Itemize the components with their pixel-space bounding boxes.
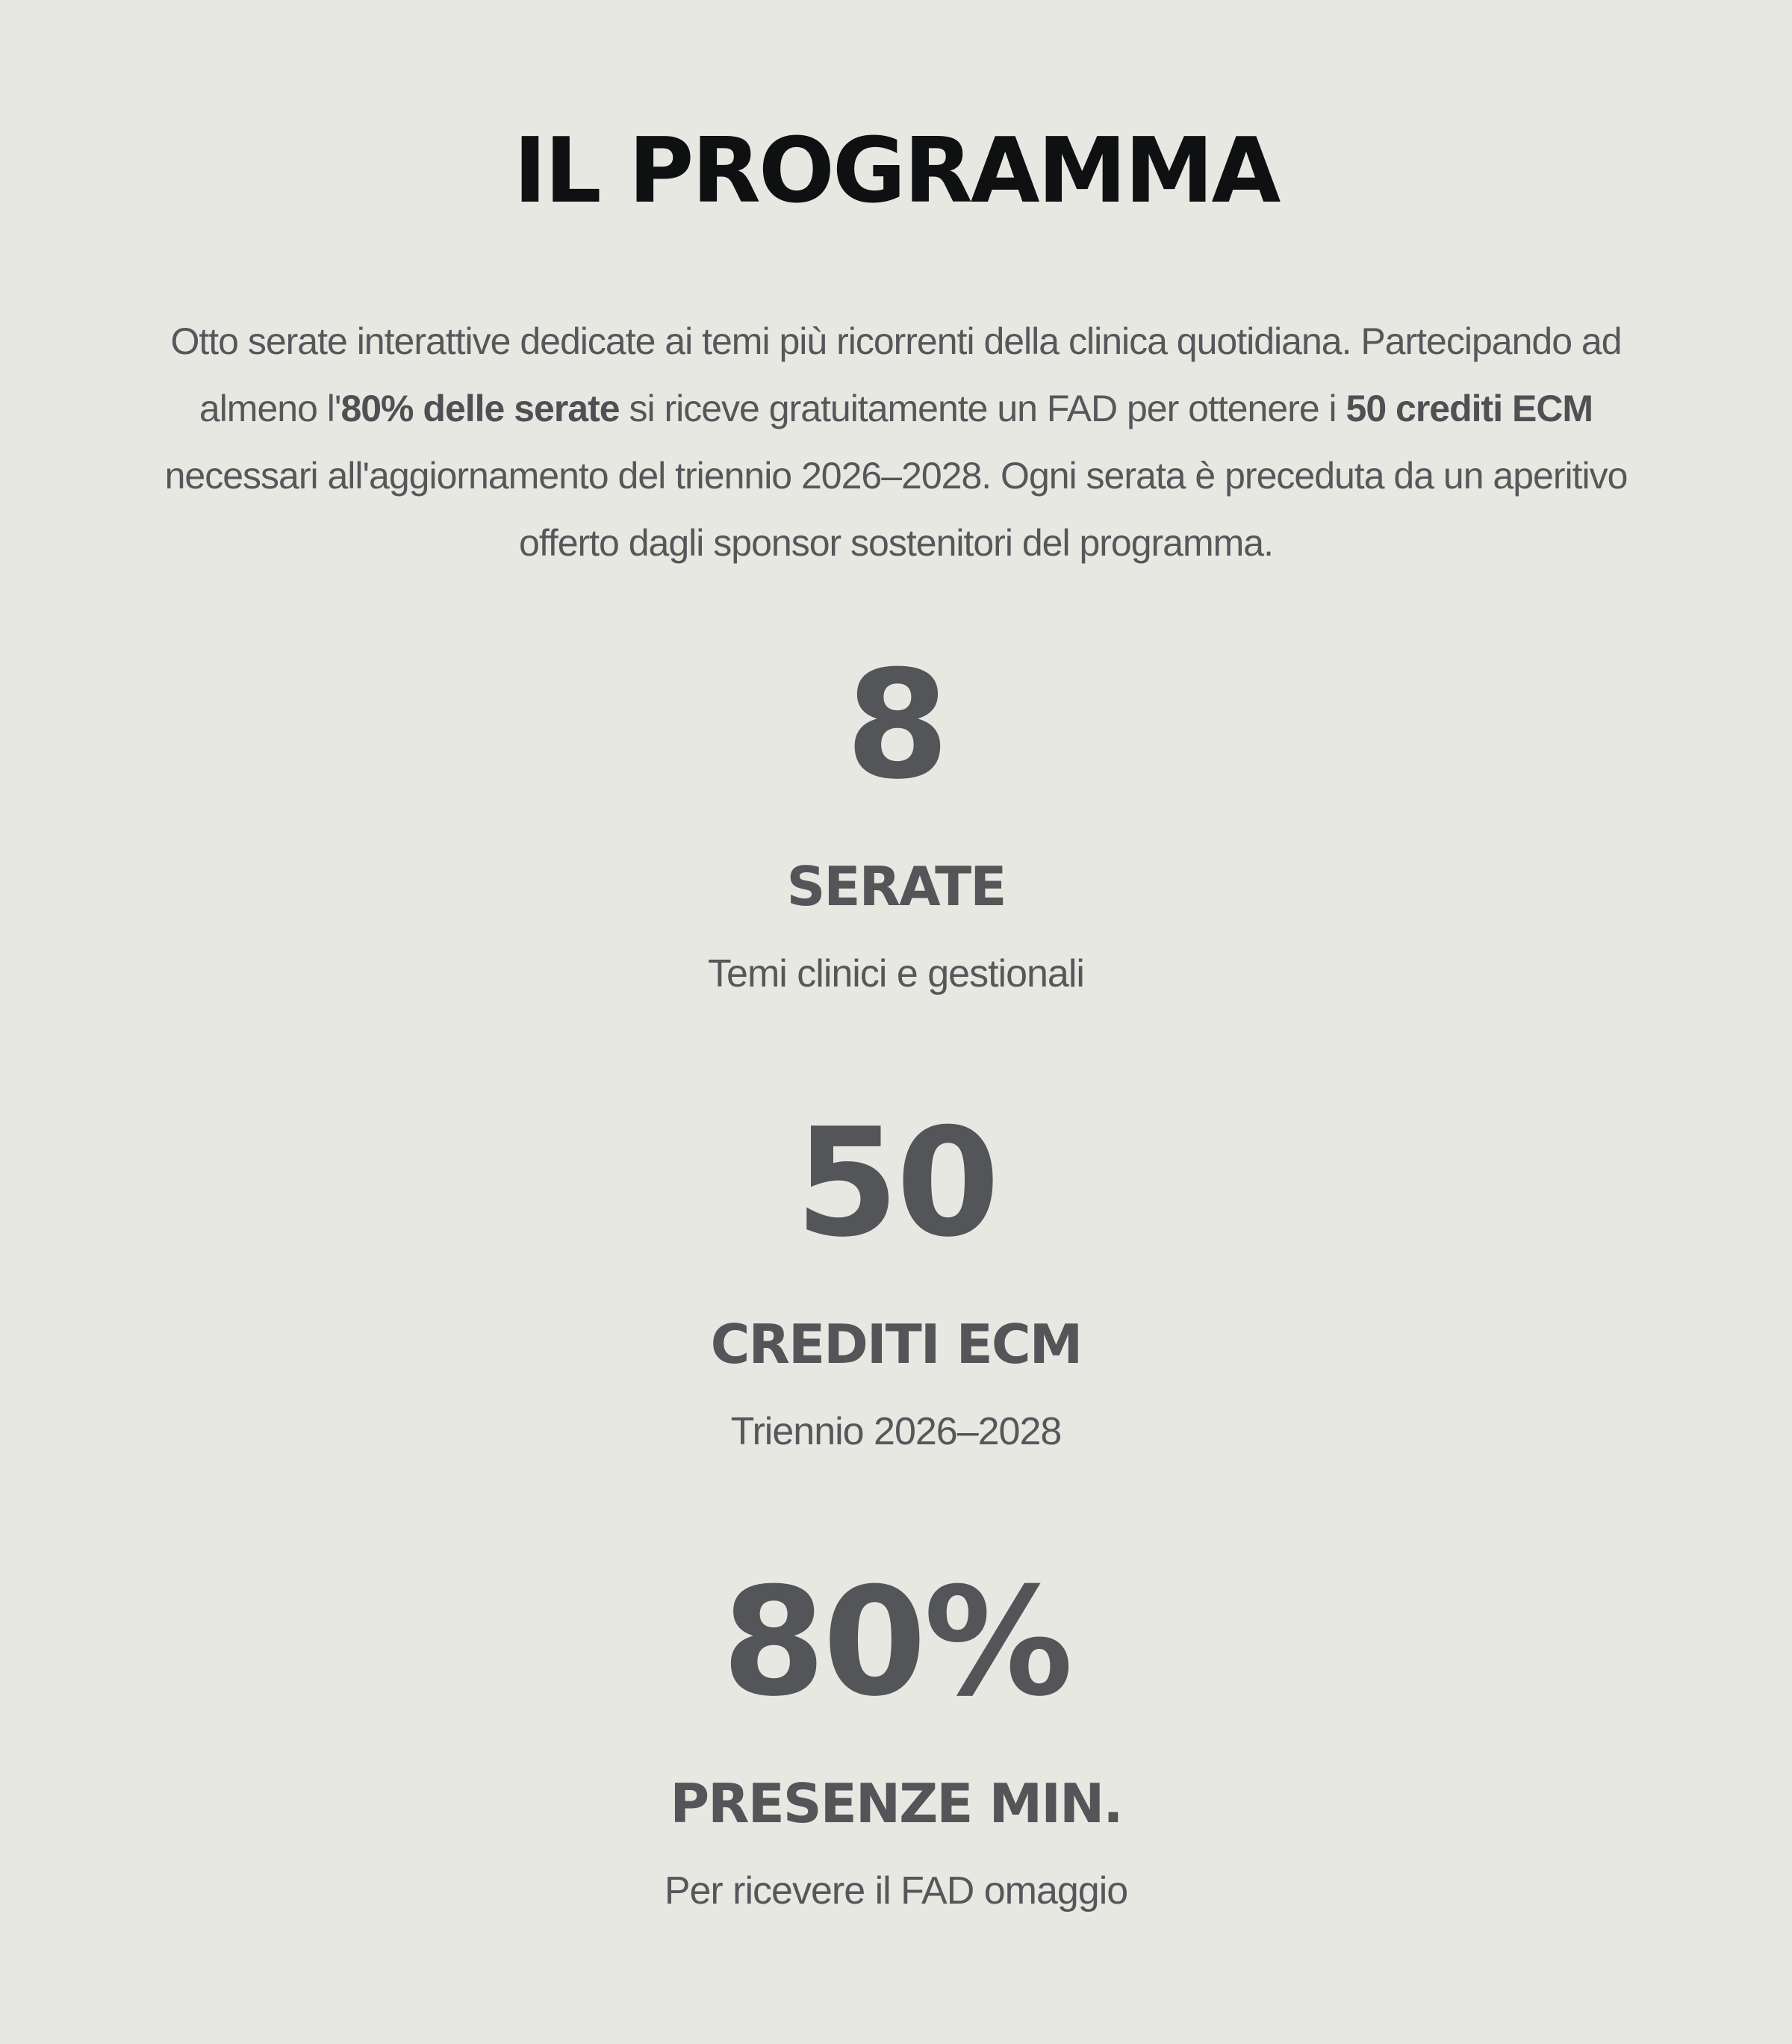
intro-text-2: si riceve gratuitamente un FAD per ottenere i bbox=[619, 388, 1346, 429]
intro-text-1: Otto serate interattive dedicate ai temi più ricorrenti della clinica quotidiana. Partecipando ad almeno l' bbox=[170, 320, 1622, 429]
intro-highlight-attendance: 80% delle serate bbox=[340, 388, 620, 429]
intro-paragraph bbox=[134, 308, 1658, 577]
stat-value: 8 bbox=[845, 639, 947, 813]
stat-value: 80% bbox=[721, 1556, 1071, 1730]
stat-caption: Triennio 2026–2028 bbox=[730, 1410, 1062, 1453]
stat-crediti-ecm bbox=[0, 1096, 1792, 1456]
stat-label: CREDITI ECM bbox=[710, 1313, 1082, 1376]
stat-label: PRESENZE MIN. bbox=[670, 1772, 1122, 1835]
intro-highlight-credits: 50 crediti ECM bbox=[1345, 388, 1593, 429]
stat-caption: Temi clinici e gestionali bbox=[708, 952, 1084, 995]
stat-caption: Per ricevere il FAD omaggio bbox=[664, 1869, 1128, 1913]
stat-presenze-min bbox=[0, 1556, 1792, 1915]
stat-serate bbox=[0, 639, 1792, 998]
section-title: IL PROGRAMMA bbox=[513, 119, 1279, 223]
stat-value: 50 bbox=[794, 1096, 998, 1270]
stat-label: SERATE bbox=[786, 855, 1006, 918]
intro-text-3: necessari all'aggiornamento del triennio 2026–2028. Ogni serata è preceduta da un aperitivo offerto dagli sponsor sostenitori del programma. bbox=[164, 455, 1628, 564]
